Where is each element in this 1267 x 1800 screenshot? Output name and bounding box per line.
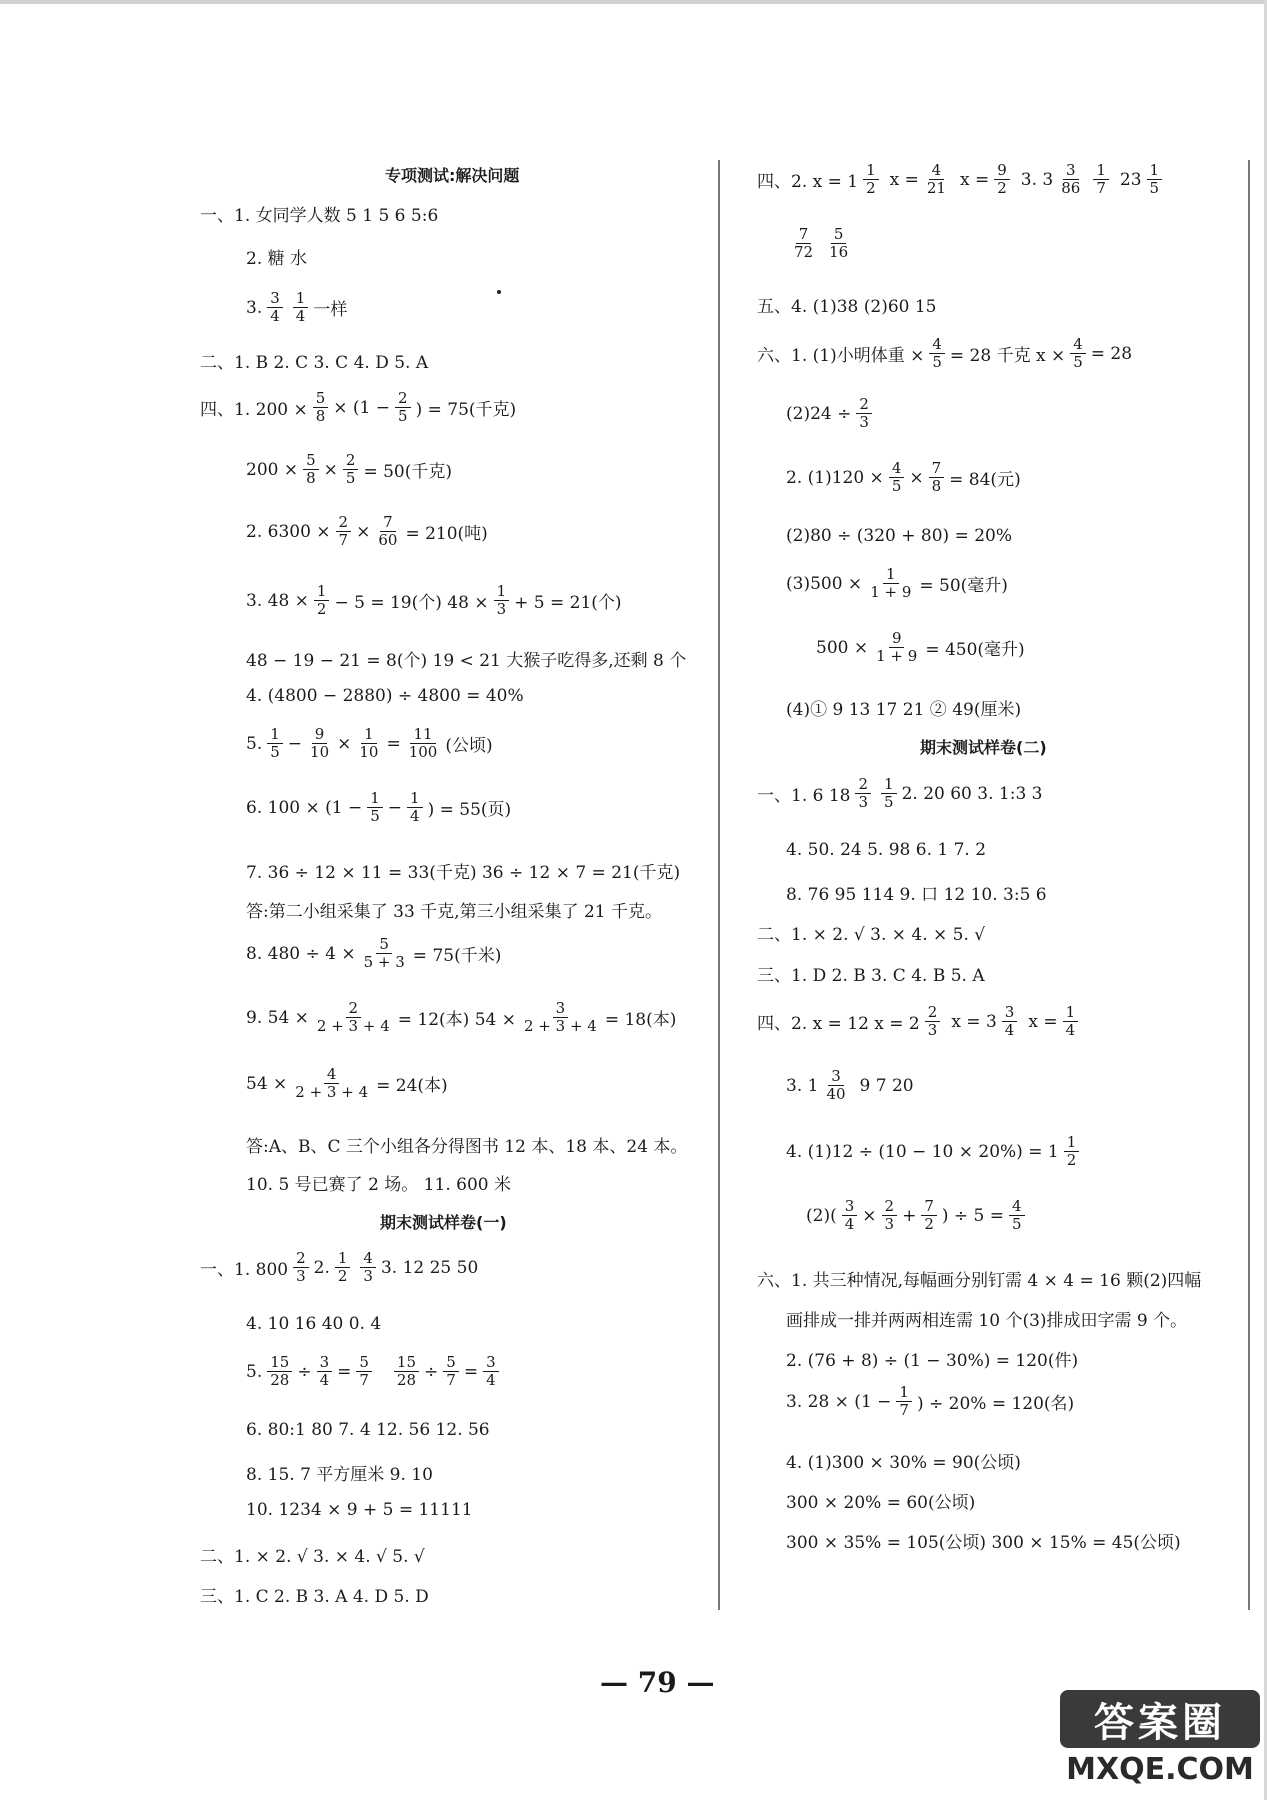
column-divider bbox=[718, 160, 720, 1610]
answer-line: 9. 54 × $\frac{2}{2 + 3 + 4}$ = 12(本) 54 × $\frac{3}{2 + 3 + 4}$ = 18(本) bbox=[246, 999, 677, 1036]
answer-line: (4)① 9 13 17 21 ② 49(厘米) bbox=[786, 700, 1022, 720]
answer-line: 500 × $\frac{9}{1 + 9}$ = 450(毫升) bbox=[816, 629, 1025, 666]
answer-line: 答:A、B、C 三个小组各分得图书 12 本、18 本、24 本。 bbox=[246, 1137, 688, 1157]
answer-line: (2)( $\frac{3}{4}$ × $\frac{2}{3}$ + $\frac{7}{2}$ ) ÷ 5 = $\frac{4}{5}$ bbox=[806, 1198, 1030, 1234]
answer-line: (2)80 ÷ (320 + 80) = 20% bbox=[786, 526, 1012, 546]
answer-line: 五、4. (1)38 (2)60 15 bbox=[757, 297, 937, 317]
answer-line: 300 × 20% = 60(公顷) bbox=[786, 1493, 976, 1513]
answer-line: 二、1. B 2. C 3. C 4. D 5. A bbox=[200, 353, 429, 373]
section-heading-final-test-2: 期末测试样卷(二) bbox=[920, 738, 1047, 757]
answer-line: 六、1. (1)小明体重 × $\frac{4}{5}$ = 28 千克 x × $\frac{4}{5}$ = 28 bbox=[757, 335, 1133, 372]
answer-line: 5. 1 5 − $\frac{9}{10}$ × $\frac{1}{10}$ = $\frac{11}{100}$ (公顷) bbox=[246, 725, 493, 762]
answer-line: 54 × $\frac{4}{2 + 3 + 4}$ = 24(本) bbox=[246, 1065, 448, 1102]
answer-line: 6. 80:1 80 7. 4 12. 56 12. 56 bbox=[246, 1420, 490, 1440]
answer-line: 4. 50. 24 5. 98 6. 1 7. 2 bbox=[786, 840, 987, 860]
answer-line: 3. 1 3 40 9 7 20 bbox=[786, 1067, 914, 1104]
answer-line: (2)24 ÷ $\frac{2}{3}$ bbox=[786, 396, 877, 432]
watermark-bottom-text: MXQE.COM bbox=[1066, 1752, 1254, 1787]
answer-line: 300 × 35% = 105(公顷) 300 × 15% = 45(公顷) bbox=[786, 1533, 1181, 1553]
answer-line: 一、1. 6 18 2 3 1 5 2. 20 60 3. 1:3 3 bbox=[757, 775, 1043, 812]
scan-speck bbox=[497, 290, 501, 294]
answer-line: 8. 480 ÷ 4 × $\frac{5}{5 + 3}$ = 75(千米) bbox=[246, 935, 502, 972]
answer-line: 三、1. D 2. B 3. C 4. B 5. A bbox=[757, 966, 985, 986]
answer-line: 3. 48 × $\frac{1}{2}$ − 5 = 19(个) 48 × $\frac{1}{3}$ + 5 = 21(个) bbox=[246, 582, 622, 619]
watermark-top-text: 答案圈 bbox=[1060, 1690, 1260, 1748]
answer-line: 四、2. x = 12 x = 2 2 3 x = 3 3 4 x = $\frac{1}{4}$ bbox=[757, 1004, 1083, 1040]
answer-line: 画排成一排并两两相连需 10 个(3)排成田字需 9 个。 bbox=[786, 1311, 1188, 1331]
answer-line: 2. (1)120 × $\frac{4}{5}$ × $\frac{7}{8}$ = 84(元) bbox=[786, 459, 1021, 496]
answer-line: 200 × $\frac{5}{8}$ × $\frac{2}{5}$ = 50(千克) bbox=[246, 451, 452, 488]
answer-line: 4. (4800 − 2880) ÷ 4800 = 40% bbox=[246, 686, 524, 706]
answer-line: 3. 3 4 1 4 一样 bbox=[246, 289, 348, 326]
answer-line: 2. 糖 水 bbox=[246, 249, 308, 269]
right-border-line bbox=[1248, 160, 1250, 1610]
scan-top-edge bbox=[0, 0, 1267, 4]
answer-line: 4. (1)12 ÷ (10 − 10 × 20%) = 1 1 2 bbox=[786, 1134, 1084, 1170]
answer-line: 四、2. x = 1 1 2 x = $\frac{4}{21}$ x = $\frac{9}{2}$ 3. 3 3 86 1 7 23 1 5 bbox=[757, 162, 1167, 198]
answer-line: 7 72 5 16 bbox=[794, 225, 849, 262]
answer-line: 8. 15. 7 平方厘米 9. 10 bbox=[246, 1465, 433, 1485]
watermark-logo bbox=[1060, 1690, 1260, 1795]
answer-line: 48 − 19 − 21 = 8(个) 19 < 21 大猴子吃得多,还剩 8 个 bbox=[246, 651, 687, 671]
answer-line: 7. 36 ÷ 12 × 11 = 33(千克) 36 ÷ 12 × 7 = 21(千克) bbox=[246, 863, 681, 883]
answer-line: 2. (76 + 8) ÷ (1 − 30%) = 120(件) bbox=[786, 1351, 1079, 1371]
section-heading-special-test: 专项测试:解决问题 bbox=[385, 166, 520, 185]
answer-line: 三、1. C 2. B 3. A 4. D 5. D bbox=[200, 1587, 429, 1607]
answer-line: 一、1. 800 2 3 2. 1 2 4 3 3. 12 25 50 bbox=[200, 1249, 479, 1286]
answer-line: 6. 100 × (1 − $\frac{1}{5}$ − $\frac{1}{4}$ ) = 55(页) bbox=[246, 789, 512, 826]
answer-line: 10. 1234 × 9 + 5 = 11111 bbox=[246, 1500, 473, 1520]
answer-line: (3)500 × $\frac{1}{1 + 9}$ = 50(毫升) bbox=[786, 565, 1008, 602]
section-heading-final-test-1: 期末测试样卷(一) bbox=[380, 1213, 507, 1232]
answer-line: 4. 10 16 40 0. 4 bbox=[246, 1314, 382, 1334]
answer-line: 3. 28 × (1 − $\frac{1}{7}$ ) ÷ 20% = 120(名) bbox=[786, 1383, 1075, 1420]
answer-line: 10. 5 号已赛了 2 场。 11. 600 米 bbox=[246, 1175, 511, 1195]
answer-line: 答:第二小组采集了 33 千克,第三小组采集了 21 千克。 bbox=[246, 902, 663, 922]
answer-line: 二、1. × 2. √ 3. × 4. × 5. √ bbox=[757, 925, 986, 945]
answer-line: 二、1. × 2. √ 3. × 4. √ 5. √ bbox=[200, 1547, 425, 1567]
answer-line: 5. $\frac{15}{28}$ ÷ $\frac{3}{4}$ = $\frac{5}{7}$ $\frac{15}{28}$ ÷ $\frac{5}{7}$ = $\frac{3}{4}$ bbox=[246, 1354, 504, 1390]
answer-line: 2. 6300 × $\frac{2}{7}$ × $\frac{7}{60}$ = 210(吨) bbox=[246, 513, 488, 550]
answer-line: 六、1. 共三种情况,每幅画分别钉需 4 × 4 = 16 颗(2)四幅 bbox=[757, 1271, 1202, 1291]
answer-line: 4. (1)300 × 30% = 90(公顷) bbox=[786, 1453, 1021, 1473]
answer-line: 一、1. 女同学人数 5 1 5 6 5:6 bbox=[200, 206, 439, 226]
page-number: — 79 — bbox=[600, 1666, 715, 1699]
answer-line: 8. 76 95 114 9. 口 12 10. 3:5 6 bbox=[786, 885, 1047, 905]
answer-line: 四、1. 200 × $\frac{5}{8}$ × (1 − $\frac{2}{5}$ ) = 75(千克) bbox=[200, 389, 517, 426]
